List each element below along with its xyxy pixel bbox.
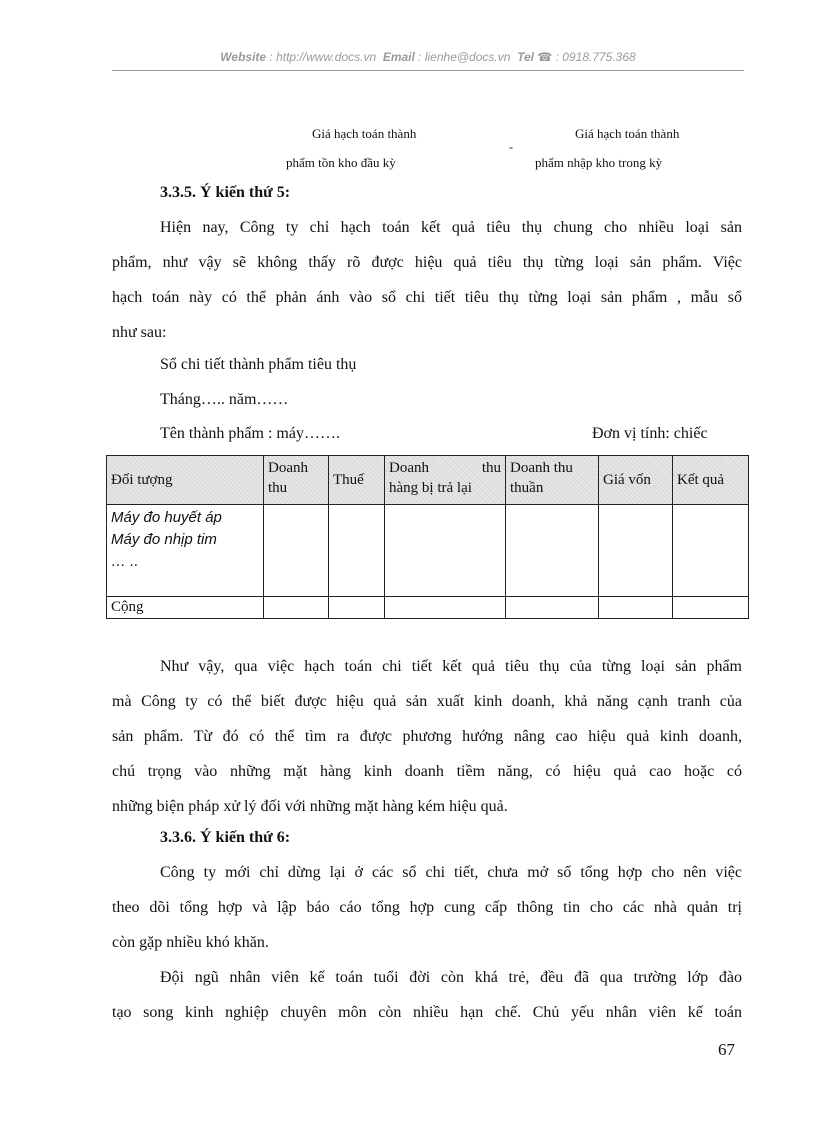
header-object: Đối tượng <box>107 456 264 505</box>
table-cell <box>599 597 673 619</box>
total-label: Cộng <box>107 597 264 619</box>
page-header <box>112 50 744 64</box>
paragraph-line: mà Công ty có thể biết được hiệu quả sản xuất kinh doanh, khả năng cạnh tranh của <box>112 693 742 710</box>
table-cell <box>385 597 506 619</box>
paragraph-line: còn gặp nhiều khó khăn. <box>112 934 269 951</box>
paragraph-line: tạo song kinh nghiệp chuyên môn còn nhiều hạn chế. Chủ yếu nhân viên kế toán <box>112 1004 742 1021</box>
formula-left-line2: phẩm tồn kho đầu kỳ <box>286 155 396 170</box>
header-cost: Giá vốn <box>599 456 673 505</box>
ledger-table <box>106 455 749 619</box>
table-cell <box>329 597 385 619</box>
formula-right-line2: phẩm nhập kho trong kỳ <box>535 155 663 170</box>
phone-icon: ☎ <box>537 50 553 64</box>
formula-left-line1: Giá hạch toán thành <box>312 126 417 141</box>
table-total-row <box>107 597 749 619</box>
table-cell <box>506 505 599 597</box>
table-cell <box>673 505 749 597</box>
header-returns: Doanh thu hàng bị trả lại <box>385 456 506 505</box>
website-label: Website <box>220 50 267 64</box>
unit-label: Đơn vị tính: chiếc <box>592 425 708 442</box>
email-label: Email <box>382 50 415 64</box>
tel-value: : 0918.775.368 <box>555 50 636 64</box>
header-revenue: Doanh thu <box>264 456 329 505</box>
list-item: Máy đo nhịp tim <box>111 531 217 548</box>
table-cell <box>264 597 329 619</box>
section-heading-335: 3.3.5. Ý kiến thứ 5: <box>160 184 291 201</box>
email-value[interactable]: : lienhe@docs.vn <box>418 50 511 64</box>
paragraph-336-1 <box>112 855 742 960</box>
paragraph-line: Hiện nay, Công ty chỉ hạch toán kết quả tiêu thụ chung cho nhiều loại sản <box>160 219 742 236</box>
paragraph-line: sản phẩm. Từ đó có thể tìm ra được phương hướng nâng cao hiệu quả kinh doanh, <box>112 728 742 745</box>
paragraph-line: phẩm, như vậy sẽ không thấy rõ được hiệu quả tiêu thụ từng loại sản phẩm. Việc <box>112 254 742 271</box>
table-cell <box>599 505 673 597</box>
table-header-row <box>107 456 749 505</box>
table-cell <box>385 505 506 597</box>
table-cell <box>264 505 329 597</box>
list-item: Máy đo huyết áp <box>111 509 222 526</box>
product-name: Tên thành phẩm : máy……. <box>160 425 340 442</box>
paragraph-line: hạch toán này có thể phản ánh vào sổ chi tiết tiêu thụ từng loại sản phẩm , mẫu sổ <box>112 289 742 306</box>
paragraph-line: Như vậy, qua việc hạch toán chi tiết kết quả tiêu thụ của từng loại sản phẩm <box>160 658 742 675</box>
paragraph-line: Công ty mới chỉ dừng lại ở các sổ chi tiết, chưa mở sổ tổng hợp cho nên việc <box>160 864 742 881</box>
header-tax: Thuế <box>329 456 385 505</box>
table-cell <box>673 597 749 619</box>
table-row <box>107 505 749 597</box>
header-net-revenue: Doanh thu thuần <box>506 456 599 505</box>
paragraph-336-2 <box>112 960 742 1030</box>
paragraph-line: Đội ngũ nhân viên kế toán tuổi đời còn khá trẻ, đều đã qua trường lớp đào <box>160 969 742 986</box>
paragraph-line: như sau: <box>112 324 167 341</box>
section-heading-336: 3.3.6. Ý kiến thứ 6: <box>160 829 291 846</box>
paragraph-line: những biện pháp xử lý đối với những mặt hàng kém hiệu quả. <box>112 798 508 815</box>
paragraph-line: theo dõi tổng hợp và lập báo cáo tổng hợp cung cấp thông tin cho các nhà quản trị <box>112 899 742 916</box>
items-cell <box>107 505 264 597</box>
formula-right-line1: Giá hạch toán thành <box>575 126 680 141</box>
ledger-month: Tháng….. năm…… <box>160 391 289 408</box>
header-result: Kết quả <box>673 456 749 505</box>
website-url[interactable]: : http://www.docs.vn <box>269 50 377 64</box>
formula-operator: - <box>509 140 513 154</box>
tel-label: Tel <box>517 50 534 64</box>
table-cell <box>506 597 599 619</box>
paragraph-line: chú trọng vào những mặt hàng kinh doanh tiềm năng, có hiệu quả cao hoặc có <box>112 763 742 780</box>
ledger-title: Sổ chi tiết thành phẩm tiêu thụ <box>160 356 357 373</box>
table-cell <box>329 505 385 597</box>
paragraph-335 <box>112 210 742 350</box>
page-number: 67 <box>718 1040 735 1059</box>
paragraph-after-table <box>112 649 742 824</box>
header-divider <box>112 70 744 71</box>
list-item: … .. <box>111 553 139 570</box>
